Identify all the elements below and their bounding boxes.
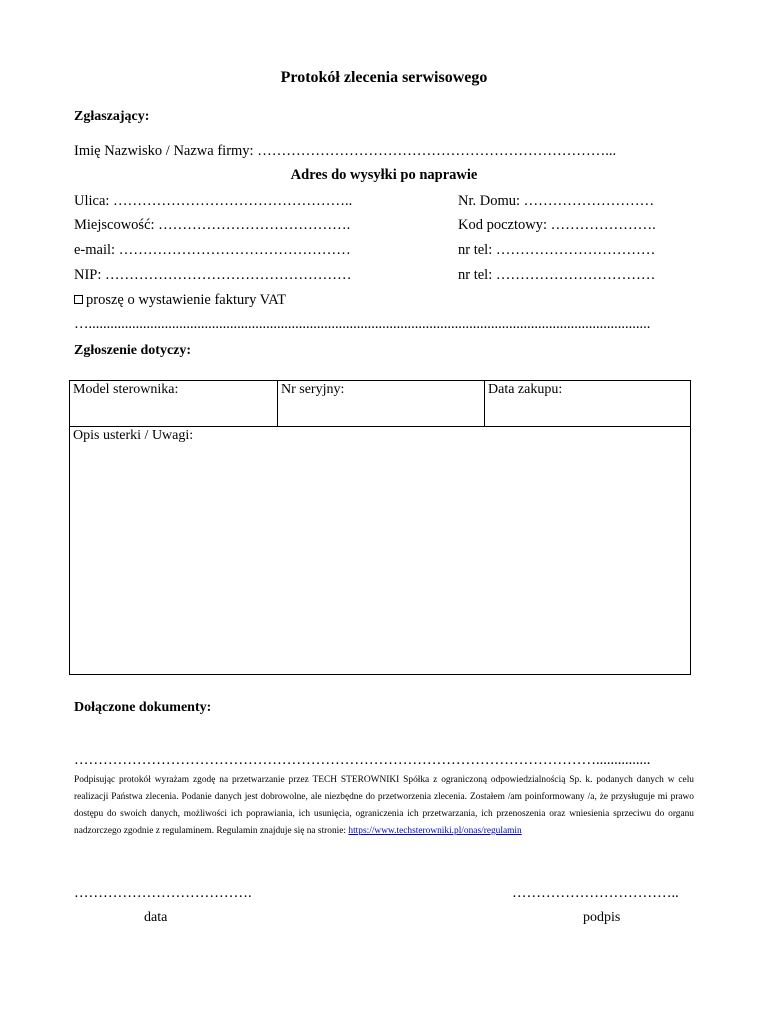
phone-field-line-1[interactable]: nr tel: …………………………… bbox=[458, 242, 656, 258]
device-table bbox=[69, 380, 691, 675]
serial-number-label: Nr seryjny: bbox=[281, 382, 345, 397]
documents-heading: Dołączone dokumenty: bbox=[74, 700, 212, 715]
table-header-row bbox=[70, 381, 690, 427]
postcode-field-line[interactable]: Kod pocztowy: …………………. bbox=[458, 217, 656, 233]
address-heading: Adres do wysyłki po naprawie bbox=[290, 167, 478, 183]
street-field-line[interactable]: Ulica: ………………………………………….. bbox=[74, 193, 353, 209]
vat-checkbox-label: proszę o wystawienie faktury VAT bbox=[86, 292, 287, 308]
name-field-line[interactable]: Imię Nazwisko / Nazwa firmy: ………………………………………………………………... bbox=[74, 143, 617, 159]
phone-field-line-2[interactable]: nr tel: …………………………… bbox=[458, 267, 656, 283]
description-cell[interactable] bbox=[70, 427, 690, 445]
applicant-heading: Zgłaszający: bbox=[74, 109, 150, 124]
page-title: Protokół zlecenia serwisowego bbox=[280, 69, 488, 86]
purchase-date-label: Data zakupu: bbox=[488, 382, 563, 397]
date-label: data bbox=[144, 910, 168, 925]
consent-paragraph: Podpisując protokół wyrażam zgodę na przetwarzanie przez TECH STEROWNIKI Spółka z ograniczoną odpowiedzialnością Sp. k. podanych danych w celu realizacji Państwa zlecenia. Podanie danych jest dobrowolne, ale niezbędne do przetworzenia zlecenia. Zostałem /am poinformowany /a, że przysługuje mi prawo dostępu do swoich danych, możliwości ich poprawiania, ich usunięcia, ograniczenia ich przetwarzania, ich przenoszenia oraz wniesienia sprzeciwu do organu nadzorczego zgodnie z regulaminem. Regulamin znajduje się na stronie: bbox=[74, 775, 694, 836]
consent-text bbox=[74, 772, 694, 840]
model-label: Model sterownika: bbox=[73, 382, 179, 397]
city-field-line[interactable]: Miejscowość: …………………………………. bbox=[74, 217, 351, 233]
request-heading: Zgłoszenie dotyczy: bbox=[74, 343, 192, 358]
model-cell[interactable] bbox=[70, 381, 278, 426]
description-label: Opis usterki / Uwagi: bbox=[73, 428, 194, 443]
signature-label: podpis bbox=[583, 910, 621, 925]
nip-field-line[interactable]: NIP: …………………………………………… bbox=[74, 267, 352, 283]
signature-line[interactable]: …………………………….. bbox=[512, 885, 679, 901]
documents-field-line[interactable]: ………………………………………………………………………………………………............... bbox=[74, 752, 651, 768]
vat-invoice-option[interactable] bbox=[74, 292, 286, 309]
email-field-line[interactable]: e-mail: ………………………………………… bbox=[74, 242, 351, 258]
serial-number-cell[interactable] bbox=[278, 381, 485, 426]
regulations-link[interactable]: https://www.techsterowniki.pl/onas/regulamin bbox=[348, 826, 522, 836]
vat-details-line[interactable]: …........................................................................................................................................................... bbox=[74, 316, 651, 332]
checkbox-icon[interactable] bbox=[74, 295, 83, 304]
house-number-field-line[interactable]: Nr. Domu: ……………………… bbox=[458, 193, 655, 209]
purchase-date-cell[interactable] bbox=[485, 381, 690, 426]
date-signature-line[interactable]: ………………………………. bbox=[74, 885, 252, 901]
